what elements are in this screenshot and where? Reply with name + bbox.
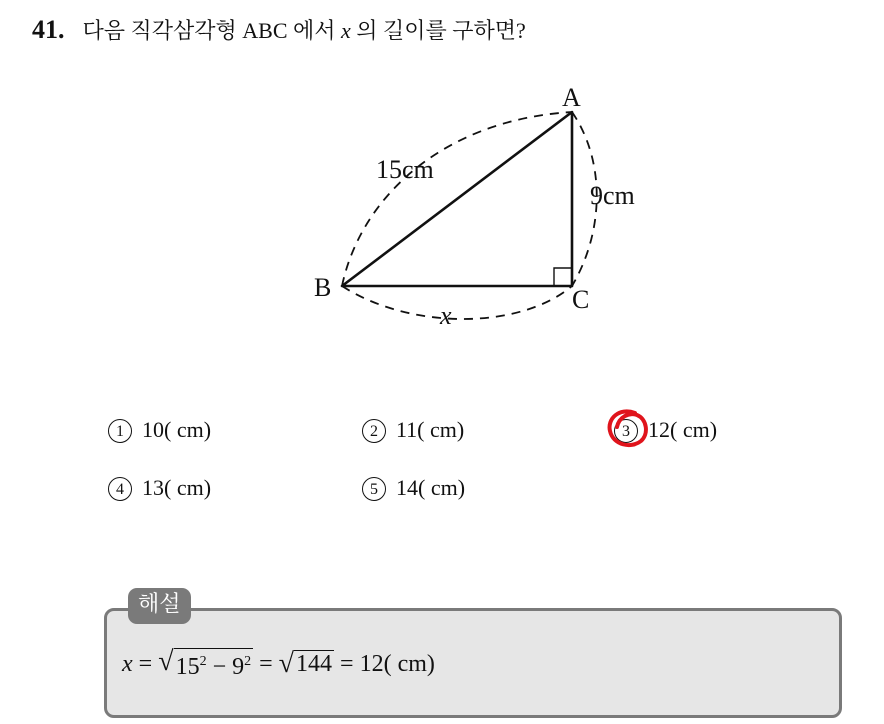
question-header [32, 14, 526, 45]
triangle-abc [342, 112, 572, 286]
radicand-base-2: 9 [232, 654, 245, 680]
choice-number: 5 [362, 477, 386, 501]
vertex-c-label: C [572, 285, 590, 314]
question-variable: x [341, 18, 351, 43]
explanation-formula [122, 648, 435, 680]
radical-2 [279, 650, 334, 678]
choice-1[interactable] [108, 416, 211, 443]
choice-number: 2 [362, 419, 386, 443]
triangle-figure [300, 80, 660, 340]
radicand-1 [174, 648, 254, 680]
choice-text: 12( cm) [648, 416, 718, 442]
right-angle-mark [554, 268, 572, 286]
question-text-before: 다음 직각삼각형 ABC 에서 [82, 18, 336, 43]
formula-result: = 12( cm) [340, 650, 435, 677]
choice-text: 14( cm) [396, 474, 466, 500]
choice-number: 1 [108, 419, 132, 443]
question-text [83, 14, 526, 45]
formula-variable: x [122, 650, 133, 677]
vertex-b-label: B [314, 273, 332, 302]
question-text-after: 의 길이를 구하면? [356, 18, 526, 43]
side-ac-label: 9cm [590, 181, 635, 210]
choice-number: 4 [108, 477, 132, 501]
radicand-minus: − [206, 654, 233, 680]
sqrt-sign: √ [158, 646, 174, 677]
formula-equals-1: = [138, 650, 153, 677]
radical-1 [158, 648, 253, 680]
explanation-tab: 해설 [128, 588, 191, 624]
choice-text: 13( cm) [142, 474, 212, 500]
choice-text: 11( cm) [396, 416, 465, 442]
radicand-base-1: 15 [175, 654, 200, 680]
triangle-diagram [300, 80, 660, 340]
question-number: 41. [32, 15, 65, 44]
radicand-2: 144 [296, 651, 333, 677]
radicand-exp-2: 2 [244, 654, 252, 669]
formula-equals-2: = [259, 650, 273, 677]
sqrt-sign: √ [278, 648, 295, 679]
choice-text: 10( cm) [142, 416, 212, 442]
choice-number: 3 [614, 419, 638, 443]
side-bc-label: x [440, 301, 452, 330]
choice-3[interactable] [614, 416, 717, 443]
arc-bc [342, 286, 572, 319]
vertex-a-label: A [562, 83, 581, 112]
choice-4[interactable] [108, 474, 211, 501]
choice-2[interactable] [362, 416, 464, 443]
choice-5[interactable] [362, 474, 465, 501]
radicand-exp-1: 2 [199, 654, 207, 669]
side-ab-label: 15cm [376, 155, 434, 184]
